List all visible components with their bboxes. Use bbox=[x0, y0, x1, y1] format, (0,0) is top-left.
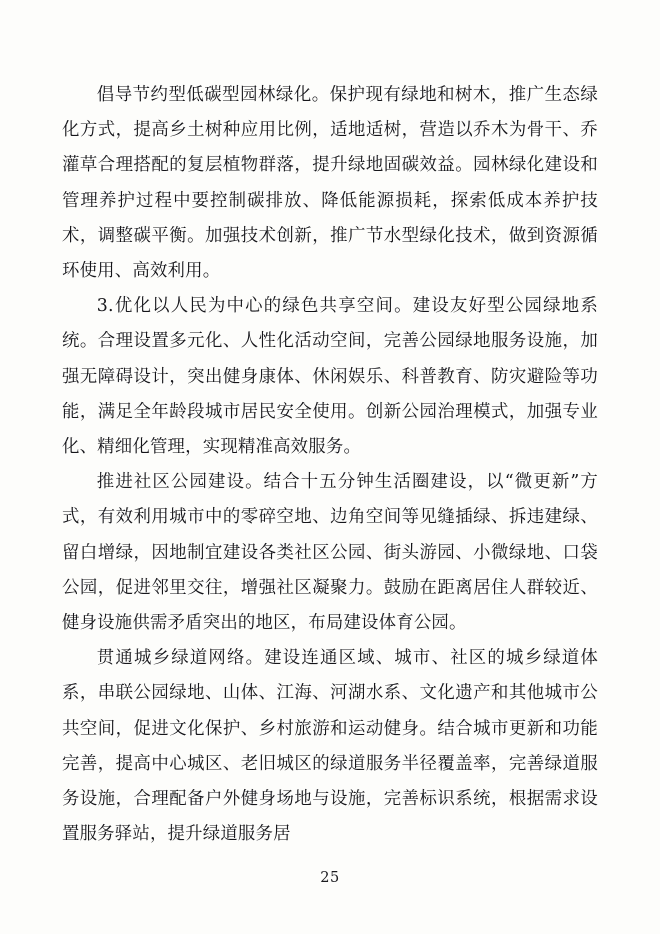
paragraph: 推进社区公园建设。结合十五分钟生活圈建设，以“微更新”方式，有效利用城市中的零碎空地、边角空间等见缝插绿、拆违建绿、留白增绿，因地制宜建设各类社区公园、街头游园、小微绿地、口袋公园，促进邻里交往，增强社区凝聚力。鼓励在距离居住人群较近、健身设施供需矛盾突出的地区，布局建设体育公园。 bbox=[62, 472, 598, 634]
paragraph: 贯通城乡绿道网络。建设连通区域、城市、社区的城乡绿道体系，串联公园绿地、山体、江海、河湖水系、文化遗产和其他城市公共空间，促进文化保护、乡村旅游和运动健身。结合城市更新和功能完善，提高中心城区、老旧城区的绿道服务半径覆盖率，完善绿道服务设施，合理配备户外健身场地与设施，完善标识系统，根据需求设置服务驿站，提升绿道服务居 bbox=[62, 648, 598, 845]
page-number: 25 bbox=[320, 870, 340, 886]
document-body bbox=[62, 78, 598, 894]
paragraph: 倡导节约型低碳型园林绿化。保护现有绿地和树木，推广生态绿化方式，提高乡土树种应用比例，适地适树，营造以乔木为骨干、乔灌草合理搭配的复层植物群落，提升绿地固碳效益。园林绿化建设和管理养护过程中要控制碳排放、降低能源损耗，探索低成本养护技术，调整碳平衡。加强技术创新，推广节水型绿化技术，做到资源循环使用、高效利用。 bbox=[62, 85, 598, 282]
page-footer bbox=[0, 867, 660, 886]
paragraph: 3.优化以人民为中心的绿色共享空间。建设友好型公园绿地系统。合理设置多元化、人性化活动空间，完善公园绿地服务设施，加强无障碍设计，突出健身康体、休闲娱乐、科普教育、防灾避险等功能，满足全年龄段城市居民安全使用。创新公园治理模式，加强专业化、精细化管理，实现精准高效服务。 bbox=[62, 296, 598, 458]
